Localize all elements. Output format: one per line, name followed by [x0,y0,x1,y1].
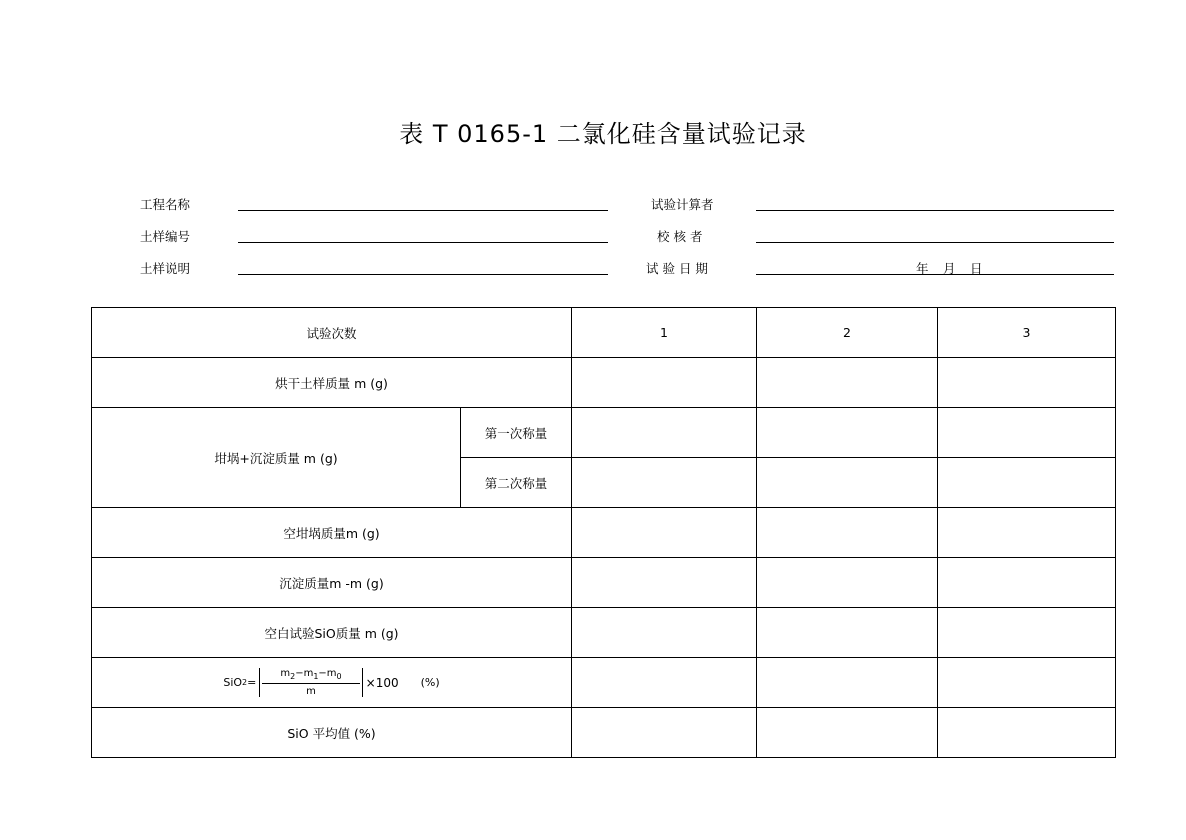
checker-field[interactable] [756,242,1114,243]
data-cell[interactable] [757,608,938,658]
trial-col-2: 2 [757,308,938,358]
data-cell[interactable] [757,558,938,608]
table-header-row [92,308,1116,358]
data-cell[interactable] [572,458,757,508]
tester-label: 试验计算者 [651,197,714,212]
first-weighing-label: 第一次称量 [461,408,572,458]
data-cell[interactable] [757,458,938,508]
data-cell[interactable] [938,408,1116,458]
table-row [92,558,1116,608]
data-cell[interactable] [757,408,938,458]
table-row [92,358,1116,408]
blank-test-mass-label: 空白试验SiO质量 m (g) [92,608,572,658]
data-cell[interactable] [757,658,938,708]
sample-number-label: 土样编号 [140,229,191,244]
data-cell[interactable] [572,558,757,608]
data-cell[interactable] [572,358,757,408]
crucible-precip-mass-label: 坩埚+沉淀质量 m (g) [92,408,461,508]
trial-col-1: 1 [572,308,757,358]
data-cell[interactable] [757,708,938,758]
project-name-label: 工程名称 [140,197,191,212]
data-cell[interactable] [572,408,757,458]
trial-count-header: 试验次数 [92,308,572,358]
tester-field[interactable] [756,210,1114,211]
sample-description-field[interactable] [238,274,608,275]
formula-fraction: $\frac{m_2-m_1-m_0}{m}$ [259,668,362,697]
precip-mass-label: 沉淀质量m -m (g) [92,558,572,608]
table-row [92,658,1116,708]
data-cell[interactable] [938,608,1116,658]
data-cell[interactable] [938,458,1116,508]
data-cell[interactable] [938,708,1116,758]
sio2-formula: SiO 2 = $\frac{m_2-m_1-m_0}{m}$ ×100 (%) [223,668,440,697]
test-date-label: 试 验 日 期 [646,261,708,276]
table-row [92,408,1116,458]
project-name-field[interactable] [238,210,608,211]
page-title: 表 T 0165-1 二氯化硅含量试验记录 [399,120,807,148]
data-cell[interactable] [572,608,757,658]
data-cell[interactable] [572,708,757,758]
data-cell[interactable] [938,508,1116,558]
data-cell[interactable] [572,658,757,708]
sio2-average-label: SiO 平均值 (%) [92,708,572,758]
data-cell[interactable] [757,358,938,408]
trial-col-3: 3 [938,308,1116,358]
sample-number-field[interactable] [238,242,608,243]
dry-soil-mass-label: 烘干土样质量 m (g) [92,358,572,408]
date-year: 年 [916,261,929,276]
data-cell[interactable] [938,358,1116,408]
checker-label: 校 核 者 [657,229,703,244]
table-row [92,508,1116,558]
second-weighing-label: 第二次称量 [461,458,572,508]
date-month: 月 [943,261,956,276]
sio2-formula-cell [92,658,572,708]
empty-crucible-mass-label: 空坩埚质量m (g) [92,508,572,558]
date-day: 日 [970,261,983,276]
sample-description-label: 土样说明 [140,261,191,276]
data-cell[interactable] [757,508,938,558]
data-cell[interactable] [572,508,757,558]
table-row [92,608,1116,658]
data-cell[interactable] [938,558,1116,608]
record-table [91,307,1116,758]
table-row [92,708,1116,758]
data-cell[interactable] [938,658,1116,708]
test-date-field[interactable] [756,274,1114,275]
